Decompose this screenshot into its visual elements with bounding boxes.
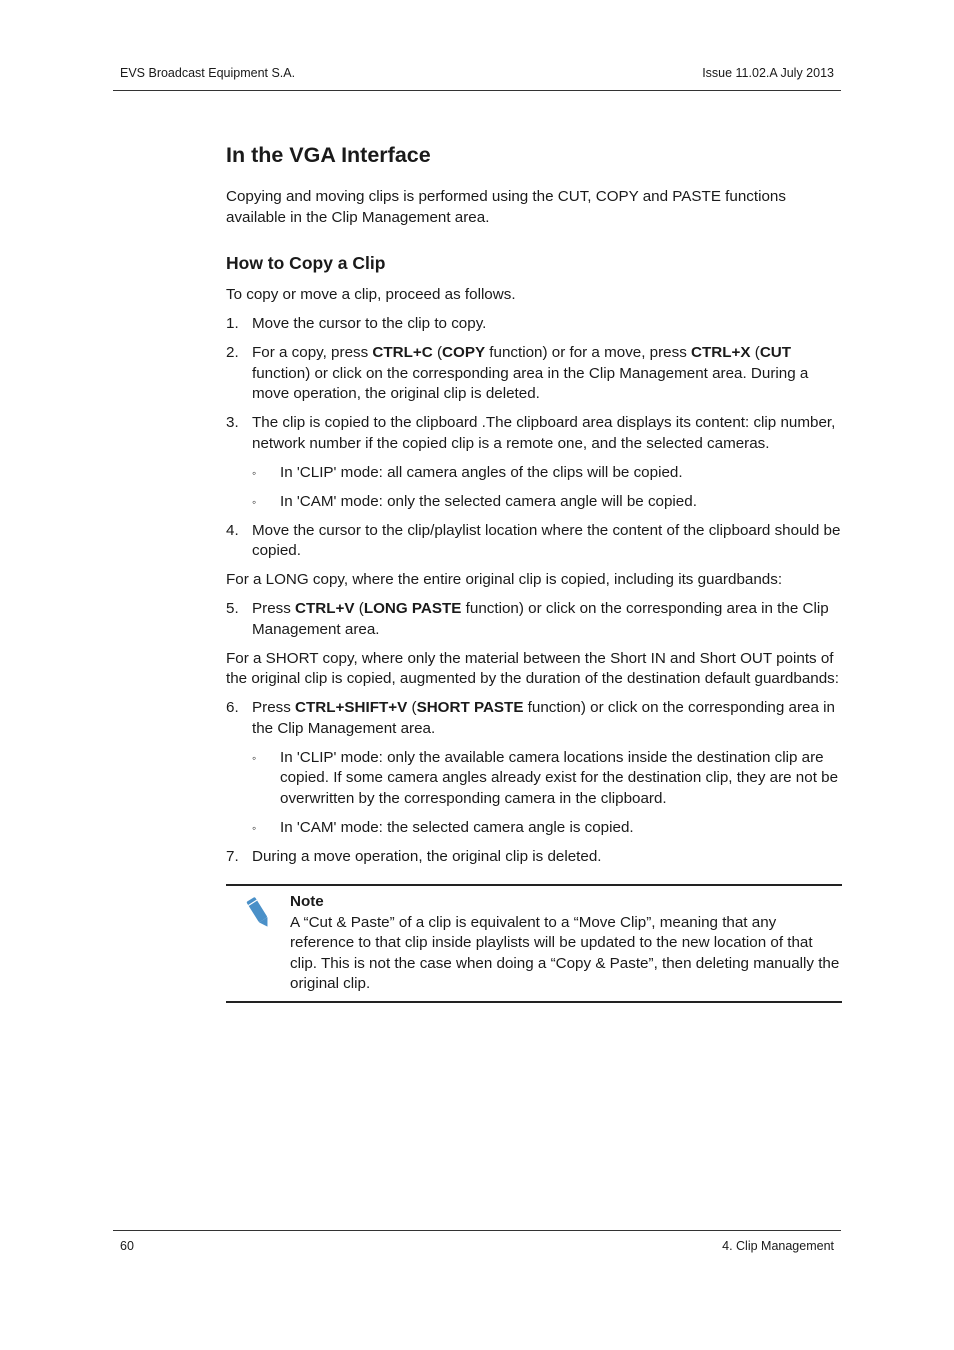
step-text: For a copy, press [252, 344, 373, 361]
function-cut: CUT [759, 344, 792, 361]
step-1 [226, 314, 842, 335]
function-long-paste: LONG PASTE [363, 600, 462, 617]
note-text: A “Cut & Paste” of a clip is equivalent to a “Move Clip”, meaning that any reference to that clip inside playlists will be updated to the new location of that clip. This is not the case when doing a “Copy & Paste”, then deleting manually the original clip. [290, 913, 840, 992]
step-5 [226, 599, 842, 640]
bullet-icon: ◦ [252, 494, 257, 509]
step-4 [226, 521, 842, 562]
lead-paragraph: To copy or move a clip, proceed as follows. [226, 286, 516, 303]
step-number: 3. [226, 414, 239, 431]
step-number: 4. [226, 521, 239, 539]
step-2 [226, 343, 842, 405]
step-number: 6. [226, 699, 239, 716]
step-text: During a move operation, the original clip is deleted. [252, 847, 602, 865]
step-number: 5. [226, 600, 239, 617]
bullet-icon: ◦ [252, 465, 257, 480]
step-text: ( [432, 344, 443, 361]
bullet-item [226, 492, 842, 513]
step-number: 1. [226, 315, 239, 332]
page-header [113, 66, 841, 91]
step-text: function) or click on the corresponding area in the Clip Management area. [252, 699, 835, 737]
step-text: The clip is copied to the clipboard .The clipboard area displays its content: clip number, network number if the copied clip is a remote one, and the selected cameras. [252, 414, 836, 452]
chapter-name: 4. Clip Management [722, 1239, 834, 1253]
shortcut-ctrl-x: CTRL+X [691, 344, 751, 361]
shortcut-ctrl-c: CTRL+C [372, 344, 433, 361]
header-issue: Issue 11.02.A July 2013 [702, 66, 834, 80]
bullet-text: In 'CAM' mode: only the selected camera angle will be copied. [280, 492, 697, 510]
step-text: function) or for a move, press [485, 344, 692, 361]
step-7 [226, 847, 842, 868]
bullet-icon: ◦ [252, 750, 257, 765]
long-copy-intro: For a LONG copy, where the entire original clip is copied, including its guardbands: [226, 571, 783, 588]
step-text: Press [252, 699, 296, 716]
bullet-item [226, 463, 842, 484]
bullet-text: In 'CAM' mode: the selected camera angle is copied. [280, 818, 634, 836]
page-number: 60 [120, 1239, 134, 1253]
shortcut-ctrl-v: CTRL+V [295, 600, 355, 617]
note-box [226, 884, 842, 1003]
shortcut-ctrl-shift-v: CTRL+SHIFT+V [295, 699, 408, 716]
step-text: Move the cursor to the clip to copy. [252, 315, 487, 332]
step-number: 7. [226, 847, 239, 865]
function-short-paste: SHORT PASTE [416, 699, 524, 716]
page-title: In the VGA Interface [226, 143, 431, 167]
intro-paragraph: Copying and moving clips is performed using the CUT, COPY and PASTE functions available in the Clip Management area. [226, 188, 786, 226]
bullet-text: In 'CLIP' mode: only the available camera locations inside the destination clip are copied. If some camera angles already exist for the destination clip, they are not be overwritten by the corresponding camera in the clipboard. [280, 748, 839, 807]
function-copy: COPY [442, 344, 486, 361]
note-title: Note [290, 893, 324, 910]
page-content [226, 141, 842, 1003]
step-3 [226, 413, 842, 454]
bullet-item [226, 748, 842, 810]
bullet-icon: ◦ [252, 820, 257, 835]
step-number: 2. [226, 344, 239, 361]
page-footer [113, 1230, 841, 1253]
step-text: ( [354, 600, 364, 617]
bullet-item [226, 818, 842, 839]
step-text: Move the cursor to the clip/playlist location where the content of the clipboard should be copied. [252, 521, 841, 559]
pencil-icon [244, 895, 274, 931]
step-text: function) or click on the corresponding area in the Clip Management area. During a move operation, the original clip is deleted. [252, 364, 809, 402]
step-text: ( [407, 699, 417, 716]
step-text: function) or click on the corresponding area in the Clip Management area. [252, 600, 829, 638]
header-company: EVS Broadcast Equipment S.A. [120, 66, 296, 80]
section-title: How to Copy a Clip [226, 253, 386, 273]
short-copy-intro: For a SHORT copy, where only the material between the Short IN and Short OUT points of the original clip is copied, augmented by the duration of the destination default guardbands: [226, 649, 839, 687]
bullet-text: In 'CLIP' mode: all camera angles of the clips will be copied. [280, 463, 683, 481]
step-6 [226, 698, 842, 739]
step-text: Press [252, 600, 296, 617]
step-text: ( [750, 344, 760, 361]
